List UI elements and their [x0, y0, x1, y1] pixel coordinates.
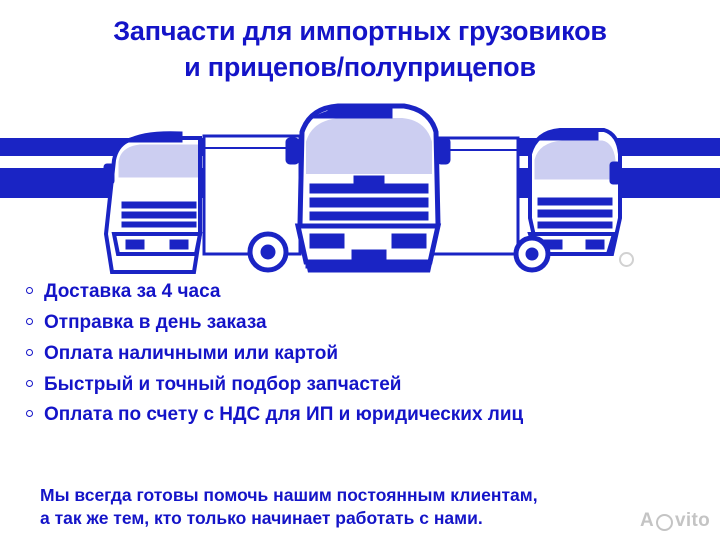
list-item-label: Доставка за 4 часа — [44, 281, 221, 302]
watermark-brand: vito — [675, 510, 710, 531]
circle-outline-icon — [26, 345, 44, 358]
list-item — [26, 312, 706, 334]
circle-outline-icon — [26, 376, 44, 389]
circle-outline-icon — [26, 406, 44, 419]
watermark-logo — [640, 510, 710, 532]
truck-center-icon — [286, 105, 450, 270]
list-item-label: Быстрый и точный подбор запчастей — [44, 373, 402, 395]
page-title — [0, 14, 720, 85]
circle-outline-icon — [26, 314, 44, 327]
truck-left-icon — [104, 132, 300, 272]
footer-line-2: а так же тем, кто только начинает работать с нами. — [40, 508, 483, 529]
list-item — [26, 404, 706, 426]
list-item-label: Оплата по счету с НДС для ИП и юридических лиц — [44, 404, 524, 426]
watermark-dot-icon — [656, 514, 673, 531]
watermark-prefix: A — [639, 510, 655, 531]
circle-outline-icon — [26, 283, 44, 296]
watermark-circle-icon — [619, 252, 634, 267]
footer-paragraph — [40, 484, 700, 531]
feature-list — [26, 281, 706, 435]
list-item-label: Оплата наличными или картой — [44, 342, 339, 364]
list-item — [26, 281, 706, 303]
headline-line-2: и прицепов/полуприцепов — [184, 51, 536, 82]
list-item-label: Отправка в день заказа — [44, 311, 267, 333]
list-item — [26, 343, 706, 365]
headline-line-1: Запчасти для импортных грузовиков — [113, 16, 607, 46]
trucks-illustration — [96, 98, 624, 274]
list-item — [26, 374, 706, 396]
footer-line-1: Мы всегда готовы помочь нашим постоянным клиентам, — [40, 485, 538, 505]
truck-right-icon — [426, 129, 620, 270]
